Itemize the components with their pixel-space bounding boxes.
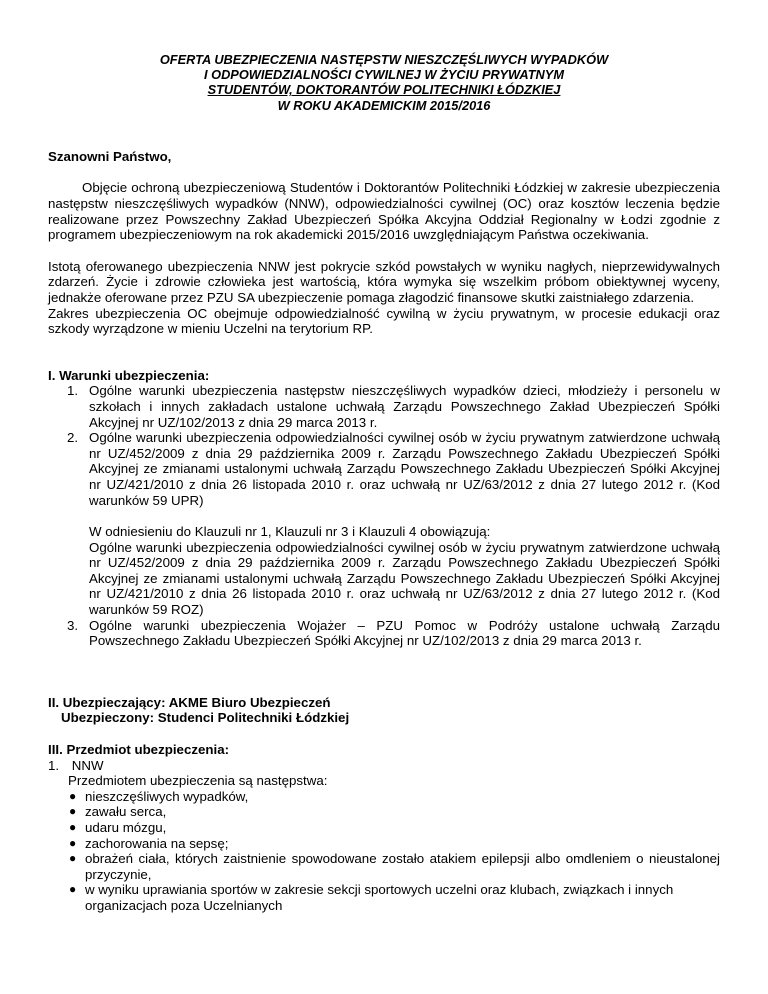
list-item (48, 618, 720, 649)
title-line-3: STUDENTÓW, DOKTORANTÓW POLITECHNIKI ŁÓDZKIEJ (207, 82, 561, 98)
bullet-text: udaru mózgu, (85, 820, 167, 835)
subsection-nnw (48, 758, 720, 774)
item-number: 3. (67, 617, 79, 633)
list-item (48, 882, 720, 913)
bullet-icon: ● (69, 882, 77, 897)
section-1-heading: I. Warunki ubezpieczenia: (48, 367, 210, 383)
title-line-4: W ROKU AKADEMICKIM 2015/2016 (277, 97, 491, 113)
conditions-list-continued (48, 618, 720, 649)
bullet-text: zachorowania na sepsę; (85, 835, 229, 851)
item-text: Ogólne warunki ubezpieczenia Wojażer – PZU Pomoc w Podróży ustalone uchwałą Zarządu Powszechnego Zakładu Ubezpieczeń Spółki Akcyjnej nr UZ/102/2013 z dnia 29 marca 2013 r. (89, 617, 720, 649)
bullet-icon: ● (69, 788, 77, 803)
bullet-icon: ● (69, 851, 77, 866)
clause-text: Ogólne warunki ubezpieczenia odpowiedzialności cywilnej osób w życiu prywatnym zatwierdzone uchwałą nr UZ/452/2009 z dnia 29 października 2009 r. Zarządu Powszechnego Zakładu Ubezpieczeń Spółki Akcyjnej ze zmianami ustalonymi uchwałą Zarządu Powszechnego Zakładu Ubezpieczeń Spółki Akcyjnej nr UZ/421/2010 z dnia 26 listopada 2010 r. oraz uchwałą nr UZ/63/2012 z dnia 27 lutego 2012 r. (Kod warunków 59 ROZ) (89, 539, 720, 618)
bullet-text: zawału serca, (85, 804, 167, 820)
list-item (48, 430, 720, 508)
greeting: Szanowni Państwo, (48, 148, 172, 164)
conditions-list (48, 383, 720, 508)
title-line-1: OFERTA UBEZPIECZENIA NASTĘPSTW NIESZCZĘŚLIWYCH WYPADKÓW (159, 52, 609, 67)
list-item (48, 789, 720, 805)
item-number: 2. (67, 430, 79, 446)
subject-bullets (48, 789, 720, 914)
list-item (48, 804, 720, 820)
section-3-heading: III. Przedmiot ubezpieczenia: (48, 742, 230, 758)
list-item (48, 836, 720, 852)
bullet-icon: ● (69, 804, 77, 819)
list-item (48, 820, 720, 836)
bullet-text: obrażeń ciała, których zaistnienie spowodowane zostało atakiem epilepsji albo omdleniem o nieustalonej przyczynie, (85, 851, 720, 882)
bullet-text: w wyniku uprawiania sportów w zakresie sekcji sportowych uczelni oraz klubach, związkach i innych organizacjach poza Uczelnianych (85, 882, 674, 913)
bullet-text: nieszczęśliwych wypadków, (85, 788, 249, 804)
list-item (48, 851, 720, 882)
essence-paragraph: Istotą oferowanego ubezpieczenia NNW jest pokrycie szkód powstałych w wyniku nagłych, nieprzewidywalnych zdarzeń. Życie i zdrowie człowieka jest wartością, która wymyka się wszelkim próbom obiektywnej wyceny, jednakże oferowane przez PZU SA ubezpieczenie pomaga złagodzić finansowe skutki zaistniałego zdarzenia. (48, 258, 720, 305)
document-title (48, 52, 720, 113)
bullet-icon: ● (69, 835, 77, 850)
subsection-number: 1. (48, 757, 60, 773)
section-2-line-2: Ubezpieczony: Studenci Politechniki Łódzkiej (61, 710, 350, 726)
item-text: Ogólne warunki ubezpieczenia odpowiedzialności cywilnej osób w życiu prywatnym zatwierdzone uchwałą nr UZ/452/2009 z dnia 29 października 2009 r. Zarządu Powszechnego Zakładu Ubezpieczeń Spółki Akcyjnej ze zmianami ustalonymi uchwałą Zarządu Powszechnego Zakładu Ubezpieczeń Spółki Akcyjnej nr UZ/421/2010 z dnia 26 listopada 2010 r. oraz uchwałą nr UZ/63/2012 z dnia 27 lutego 2012 r. (Kod warunków 59 UPR) (89, 430, 720, 508)
item-number: 1. (67, 383, 79, 399)
section-2-line-1: II. Ubezpieczający: AKME Biuro Ubezpieczeń (48, 694, 331, 710)
clause-intro: W odniesieniu do Klauzuli nr 1, Klauzuli nr 3 i Klauzuli 4 obowiązują: (89, 524, 491, 540)
subsection-label: NNW (71, 757, 104, 773)
title-line-2: I ODPOWIEDZIALNOŚCI CYWILNEJ W ŻYCIU PRYWATNYM (204, 67, 564, 83)
item-text: Ogólne warunki ubezpieczenia następstw nieszczęśliwych wypadków dzieci, młodzieży i personelu w szkołach i innych zakładach ustalone uchwałą Zarządu Powszechnego Zakład Ubezpieczeń Spółki Akcyjnej nr UZ/102/2013 z dnia 29 marca 2013 r. (89, 383, 720, 430)
scope-paragraph: Zakres ubezpieczenia OC obejmuje odpowiedzialność cywilną w życiu prywatnym, w procesie edukacji oraz szkody wyrządzone w mieniu Uczelni na terytorium RP. (48, 305, 720, 337)
list-item (48, 383, 720, 430)
subject-lead: Przedmiotem ubezpieczenia są następstwa: (68, 773, 328, 789)
document-page (48, 52, 720, 914)
intro-paragraph: Objęcie ochroną ubezpieczeniową Studentów i Doktorantów Politechniki Łódzkiej w zakresie ubezpieczenia następstw nieszczęśliwych wypadków (NNW), odpowiedzialności cywilnej (OC) oraz kosztów leczenia będzie realizowane przez Powszechny Zakład Ubezpieczeń Spółka Akcyjna Oddział Regionalny w Łodzi zgodnie z programem ubezpieczeniowym na rok akademicki 2015/2016 uwzględniającym Państwa oczekiwania. (48, 180, 720, 243)
bullet-icon: ● (69, 820, 77, 834)
